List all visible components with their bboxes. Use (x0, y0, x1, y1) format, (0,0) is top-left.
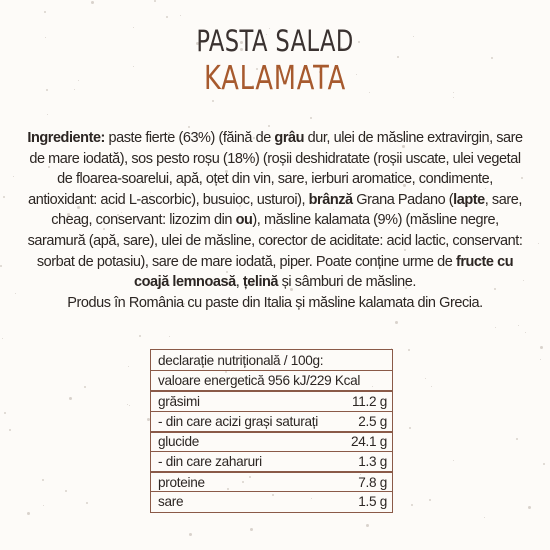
ingredients-text (22, 128, 528, 313)
nutrient-label: - din care zaharuri (158, 454, 262, 470)
speckle (540, 346, 543, 349)
speckle (189, 533, 192, 536)
speckle (250, 528, 253, 531)
nutrition-row (151, 390, 392, 410)
ingredient-allergen: lapte (453, 191, 485, 208)
speckle (453, 460, 454, 461)
speckle (518, 325, 519, 326)
speckle (69, 397, 72, 400)
speckle (408, 349, 410, 351)
speckle (538, 243, 539, 244)
title-variant: KALAMATA (204, 58, 346, 97)
nutrition-energy-label: valoare energetică 956 kJ/229 Kcal (158, 373, 361, 389)
ingredient-allergen: brânză (308, 191, 353, 208)
ingredient-text: și sâmburi de măsline. (278, 274, 416, 291)
nutrition-energy (151, 370, 392, 390)
ingredient-allergen: ou (235, 212, 253, 229)
speckle (516, 438, 518, 440)
speckle (139, 335, 141, 337)
speckle (9, 429, 11, 431)
nutrient-value: 1.3 g (358, 454, 387, 470)
speckle (395, 321, 398, 324)
speckle (86, 502, 88, 504)
speckle (3, 196, 5, 198)
ingredient-allergen: Ingrediente: (27, 130, 105, 146)
ingredient-text: ), măsline kalamata (9%) (măsline negre, saramură (apă, sare), ulei de măsline, corector de aciditate: acid lactic, conservant: sorbat de potasiu), sare de mare iodată, piper. Poate conține urme de (27, 212, 523, 270)
ingredient-text: Grana Padano ( (352, 191, 454, 208)
speckle (169, 336, 170, 337)
nutrient-value: 1.5 g (358, 494, 387, 510)
nutrition-table (150, 349, 393, 513)
nutrition-header-label: declarație nutrițională / 100g: (158, 352, 324, 368)
ingredient-allergen: grâu (274, 130, 305, 146)
speckle (310, 117, 312, 119)
nutrient-value: 2.5 g (358, 413, 387, 429)
speckle (484, 517, 485, 518)
speckle (43, 505, 44, 506)
ingredients-list (27, 130, 522, 290)
speckle (268, 125, 270, 127)
ingredient-text: , (235, 274, 243, 291)
ingredient-allergen: fructe cu coajă lemnoasă (134, 253, 514, 291)
speckle (27, 512, 30, 515)
title-main: PASTA SALAD (196, 24, 354, 58)
speckle (13, 176, 14, 177)
product-title (0, 24, 550, 98)
ingredient-text: paste fierte (63%) (făină de (104, 130, 275, 146)
speckle (154, 0, 156, 2)
ingredient-allergen: țelină (242, 274, 279, 291)
nutrient-value: 11.2 g (352, 393, 387, 409)
nutrient-label: grăsimi (158, 393, 200, 409)
speckle (429, 499, 431, 501)
nutrient-value: 24.1 g (351, 434, 387, 450)
speckle (166, 16, 168, 18)
speckle (425, 378, 426, 379)
speckle (4, 412, 6, 414)
nutrient-label: - din care acizi grași saturați (158, 413, 318, 429)
speckle (129, 405, 130, 406)
speckle (0, 265, 2, 267)
speckle (2, 338, 3, 339)
nutrition-row (151, 411, 392, 431)
speckle (409, 427, 411, 429)
speckle (525, 332, 526, 333)
nutrient-value: 7.8 g (358, 474, 387, 490)
ingredient-text: dur, ulei de măsline extravirgin, sare de mare iodată), sos pesto roșu (18%) (roșii deshidratate (roșii uscate, ulei vegetal de floarea-soarelui, apă, oțet din vin, sare, ierburi aromatice, condimente, antioxidant: acid L-ascorbic), busuioc, usturoi), (28, 130, 523, 208)
speckle (44, 11, 46, 13)
nutrition-row (151, 491, 392, 511)
speckle (65, 490, 67, 492)
nutrient-label: glucide (158, 434, 199, 450)
speckle (15, 293, 16, 294)
speckle (91, 1, 94, 4)
speckle (366, 524, 369, 527)
speckle (543, 463, 545, 465)
nutrient-label: sare (158, 494, 184, 510)
nutrition-header (151, 350, 392, 370)
speckle (495, 327, 496, 328)
speckle (528, 506, 531, 509)
origin-statement: Produs în România cu paste din Italia și măsline kalamata din Grecia. (67, 294, 483, 311)
speckle (540, 359, 541, 360)
speckle (180, 15, 181, 16)
speckle (47, 114, 48, 115)
speckle (411, 504, 413, 506)
nutrient-label: proteine (158, 474, 205, 490)
nutrition-row (151, 431, 392, 451)
speckle (128, 366, 129, 367)
speckle (212, 100, 214, 102)
speckle (127, 404, 128, 405)
nutrition-row (151, 451, 392, 471)
speckle (42, 479, 44, 481)
nutrition-row (151, 471, 392, 491)
speckle (431, 386, 432, 387)
speckle (84, 386, 86, 388)
ingredient-text: , sare, cheag, conservant: lizozim din (51, 191, 522, 229)
